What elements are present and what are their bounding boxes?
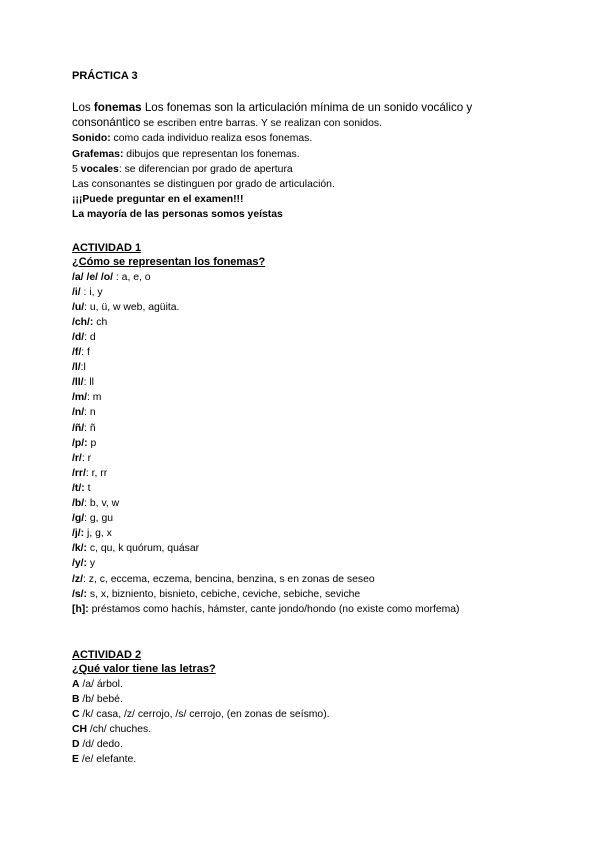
phoneme-description: préstamos como hachís, hámster, cante jondo/hondo (no existe como morfema) <box>88 603 460 615</box>
phoneme-description: /ch/ chuches. <box>87 724 152 736</box>
phoneme-description: : a, e, o <box>113 271 151 283</box>
list-item <box>72 285 542 300</box>
phoneme-label: /k/: <box>72 543 88 555</box>
actividad-2-question: ¿Qué valor tiene las letras? <box>72 662 216 675</box>
phoneme-description: :l <box>80 362 86 374</box>
phoneme-description: : r, rr <box>85 467 108 479</box>
phoneme-description: /e/ elefante. <box>78 754 137 766</box>
list-item <box>72 752 542 767</box>
list-item <box>72 300 542 315</box>
phoneme-description: : m <box>87 392 102 404</box>
sonido-term: Sonido: <box>72 133 111 145</box>
phoneme-description: p <box>87 437 97 449</box>
phoneme-label: /y/: <box>72 558 88 570</box>
phoneme-label: E <box>72 754 79 766</box>
phoneme-description: j, g, x <box>84 528 112 540</box>
intro-block <box>72 100 542 223</box>
list-item <box>72 602 542 617</box>
phoneme-label: /n/ <box>72 407 85 419</box>
list-item <box>72 375 542 390</box>
list-item <box>72 421 542 436</box>
yeistas-note: La mayoría de las personas somos yeístas <box>72 209 283 221</box>
list-item <box>72 496 542 511</box>
phoneme-label: /z/ <box>72 573 83 585</box>
phoneme-label: /d/ <box>72 332 85 343</box>
phoneme-label: D <box>72 739 80 751</box>
actividad-1-question: ¿Cómo se representan los fonemas? <box>72 255 266 268</box>
list-item <box>72 707 542 722</box>
actividad-1-section <box>72 241 542 617</box>
phoneme-label: /a/ /e/ /o/ <box>72 271 113 283</box>
phoneme-description: c, qu, k quórum, quásar <box>87 543 200 555</box>
list-item <box>72 436 542 451</box>
phoneme-description: : z, c, eccema, eczema, bencina, benzina, s en zonas de seseo <box>82 573 375 585</box>
phoneme-label: /t/: <box>72 482 85 494</box>
fonemas-term: fonemas <box>93 101 142 114</box>
actividad-1-title: ACTIVIDAD 1 <box>72 241 142 254</box>
phoneme-description: y <box>87 558 96 570</box>
phoneme-description: : d <box>84 332 96 343</box>
phoneme-label: /ch/: <box>72 316 94 328</box>
list-item <box>72 541 542 556</box>
list-item <box>72 737 542 752</box>
list-item <box>72 556 542 571</box>
phoneme-label: /j/: <box>72 528 85 540</box>
phoneme-label: /g/ <box>72 513 85 525</box>
actividad-1-list <box>72 270 542 617</box>
list-item <box>72 270 542 285</box>
actividad-2-title: ACTIVIDAD 2 <box>72 648 142 661</box>
list-item <box>72 677 542 692</box>
phoneme-label: [h]: <box>72 603 89 615</box>
phoneme-label: A <box>72 678 80 690</box>
phoneme-description: /b/ bebé. <box>79 693 123 705</box>
list-item <box>72 360 542 375</box>
phoneme-label: CH <box>72 724 88 736</box>
phoneme-description: : g, gu <box>84 513 114 525</box>
phoneme-description: /a/ árbol. <box>79 678 123 690</box>
phoneme-label: /ñ/ <box>72 422 85 434</box>
phoneme-label: /r/ <box>72 452 82 464</box>
list-item <box>72 466 542 481</box>
grafemas-term: Grafemas: <box>72 148 124 160</box>
intro-line-5: 5 vocales: se diferencian por grado de apertura <box>72 163 293 175</box>
phoneme-description: : n <box>84 407 96 419</box>
actividad-2-section <box>72 648 542 768</box>
intro-line-4: Grafemas: dibujos que representan los fonemas. <box>72 148 300 160</box>
list-item <box>72 481 542 496</box>
list-item <box>72 330 542 345</box>
phoneme-description: : b, v, w <box>84 498 120 510</box>
phoneme-label: /m/ <box>72 392 88 404</box>
list-item <box>72 451 542 466</box>
phoneme-description: ch <box>93 316 108 328</box>
phoneme-description: /k/ casa, /z/ cerrojo, /s/ cerrojo, (en zonas de seísmo). <box>79 708 330 720</box>
list-item <box>72 405 542 420</box>
phoneme-label: /s/: <box>72 588 88 600</box>
phoneme-description: : i, y <box>80 286 103 298</box>
list-item <box>72 692 542 707</box>
list-item <box>72 390 542 405</box>
list-item <box>72 572 542 587</box>
phoneme-description: : f <box>81 347 90 359</box>
phoneme-description: t <box>84 482 91 494</box>
intro-line-3: Sonido: como cada individuo realiza esos fonemas. <box>72 133 313 145</box>
phoneme-description: : ñ <box>84 422 96 434</box>
phoneme-label: /i/ <box>72 286 81 298</box>
phoneme-description: s, x, bizniento, bisnieto, cebiche, ceviche, sebiche, seviche <box>87 588 361 600</box>
intro-line-6: Las consonantes se distinguen por grado de articulación. <box>72 179 335 191</box>
page-title: PRÁCTICA 3 <box>72 70 138 82</box>
list-item <box>72 722 542 737</box>
phoneme-label: /ll/ <box>72 377 84 389</box>
exam-note: ¡¡¡Puede preguntar en el examen!!! <box>72 194 244 206</box>
list-item <box>72 511 542 526</box>
phoneme-description: : r <box>81 452 92 464</box>
list-item <box>72 345 542 360</box>
actividad-2-list <box>72 677 542 768</box>
list-item <box>72 315 542 330</box>
phoneme-label: /l/ <box>72 362 81 374</box>
phoneme-label: /p/: <box>72 437 88 449</box>
phoneme-label: /u/ <box>72 301 85 313</box>
phoneme-label: C <box>72 708 80 720</box>
phoneme-label: /rr/ <box>72 467 86 479</box>
phoneme-label: B <box>72 693 80 705</box>
list-item <box>72 587 542 602</box>
intro-line-2: consonántico se escriben entre barras. Y se realizan con sonidos. <box>72 116 382 130</box>
intro-line-1: Los fonemas Los fonemas son la articulación mínima de un sonido vocálico y <box>72 101 473 114</box>
phoneme-description: : u, ü, w web, agüita. <box>84 301 180 313</box>
phoneme-description: : ll <box>83 377 94 389</box>
phoneme-label: /f/ <box>72 347 82 359</box>
list-item <box>72 526 542 541</box>
phoneme-label: /b/ <box>72 498 85 510</box>
vocales-term: vocales <box>80 163 119 175</box>
phoneme-description: /d/ dedo. <box>79 739 123 751</box>
document-page <box>72 70 542 767</box>
